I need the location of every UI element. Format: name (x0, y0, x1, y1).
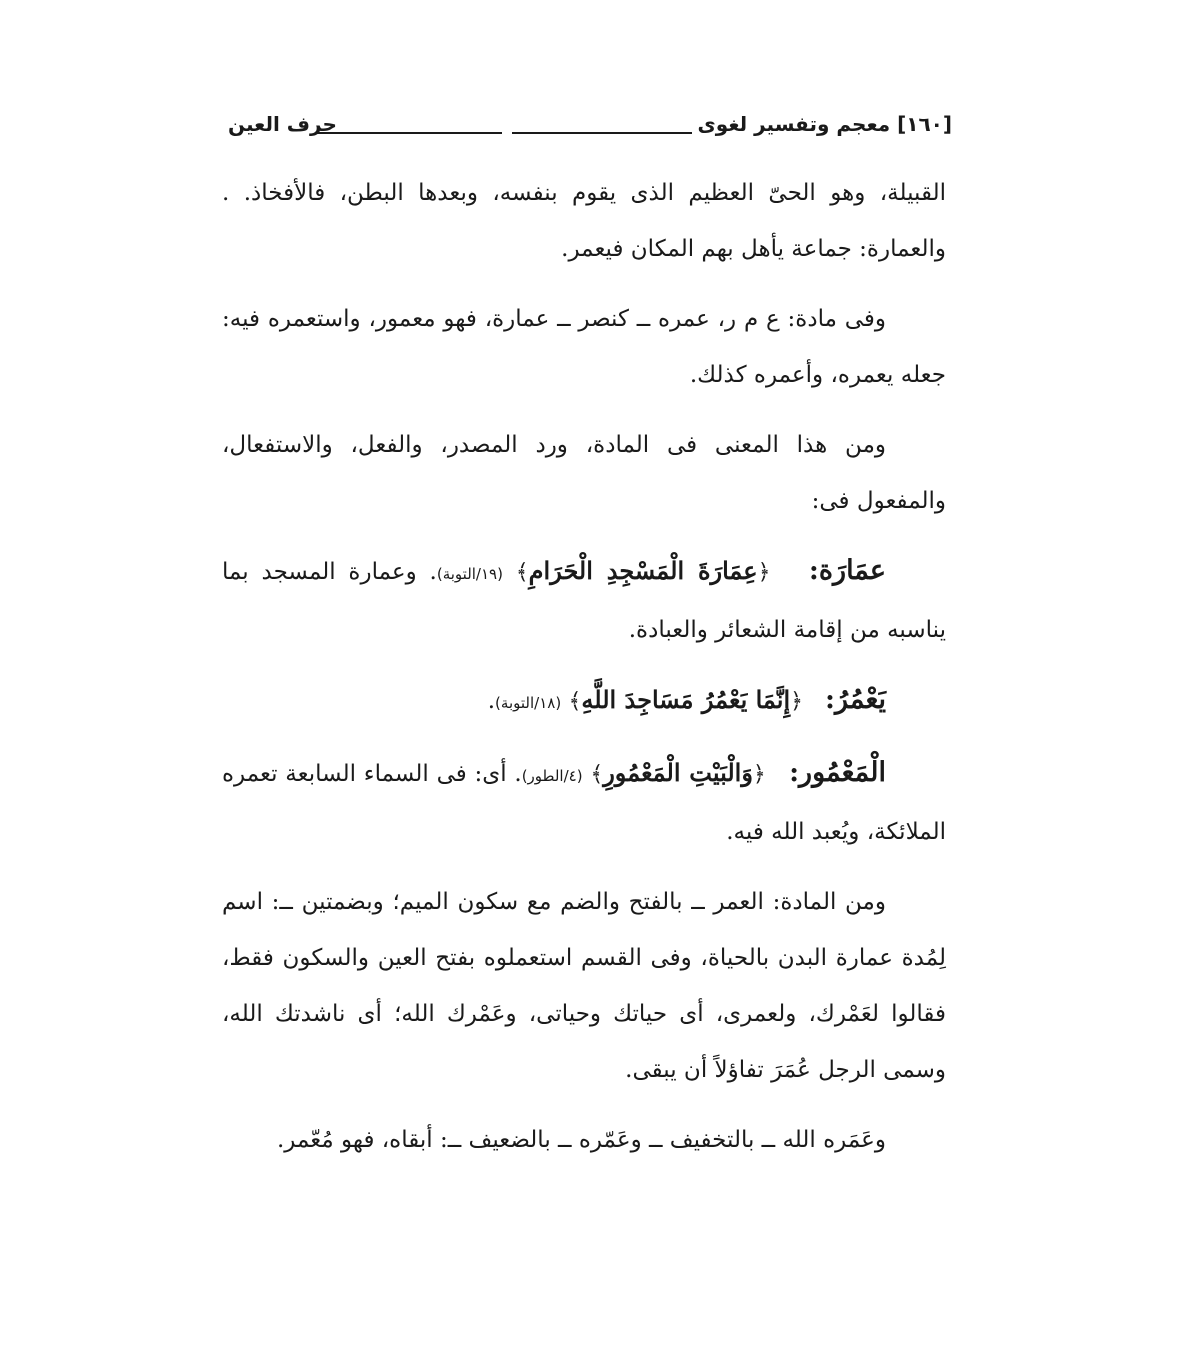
quran-verse: وَالْبَيْتِ الْمَعْمُورِ (603, 758, 753, 787)
entry-term: عمَارَة: (808, 555, 887, 586)
entry-imara (222, 543, 946, 658)
verse-close-bracket: ﴾ (568, 689, 582, 714)
page-number: [١٦٠] (897, 112, 952, 136)
header-title (697, 112, 952, 136)
paragraph: ومن هذا المعنى فى المادة، ورد المصدر، والفعل، والاستفعال، والمفعول فى: (222, 432, 946, 514)
header-rule (317, 132, 502, 134)
verse-open-bracket: ﴿ (790, 689, 804, 714)
verse-reference: (٤/الطور) (521, 767, 583, 785)
book-title: معجم وتفسير لغوى (697, 112, 891, 136)
paragraph: القبيلة، وهو الحىّ العظيم الذى يقوم بنفسه، وبعدها البطن، فالأفخاذ. . والعمارة: جماعة يأهل بهم المكان فيعمر. (222, 180, 946, 262)
entry-text: . (487, 688, 496, 714)
quran-verse: إِنَّمَا يَعْمُرُ مَسَاجِدَ اللَّهِ (581, 685, 791, 714)
verse-reference: (١٩/التوبة) (436, 565, 503, 583)
entry-text: . وعمارة المسجد بما يناسبه من إقامة الشعائر والعبادة. (222, 559, 946, 643)
page-body (222, 165, 946, 1182)
quran-verse: عِمَارَةَ الْمَسْجِدِ الْحَرَامِ (528, 556, 758, 585)
page-header (228, 112, 952, 146)
entry-term: الْمَعْمُور: (789, 757, 886, 788)
verse-close-bracket: ﴾ (590, 762, 604, 787)
entry-mamur (222, 745, 946, 860)
entry-text: . أى: فى السماء السابعة تعمره الملائكة، ويُعبد الله فيه. (222, 761, 946, 845)
paragraph: وفى مادة: ع م ر، عمره ــ كنصر ــ عمارة، فهو معمور، واستعمره فيه: جعله يعمره، وأعمره كذلك. (222, 306, 946, 388)
verse-reference: (١٨/التوبة) (495, 694, 562, 712)
chapter-title: حرف العين (228, 112, 337, 136)
paragraph: وعَمَره الله ــ بالتخفيف ــ وعَمّره ــ بالضعيف ــ: أبقاه، فهو مُعّمر. (276, 1127, 886, 1153)
verse-open-bracket: ﴿ (752, 762, 766, 787)
verse-close-bracket: ﴾ (515, 560, 529, 585)
paragraph: ومن المادة: العمر ــ بالفتح والضم مع سكون الميم؛ وبضمتين ــ: اسم لِمُدة عمارة البدن بالحياة، وفى القسم استعملوه بفتح العين والسكون فقط، فقالوا لعَمْرك، ولعمرى، أى حياتك وحياتى، وعَمْرك الله؛ أى ناشدتك الله، وسمى الرجل عُمَرَ تفاؤلاً أن يبقى. (222, 889, 946, 1083)
verse-open-bracket: ﴿ (757, 560, 771, 585)
entry-term: يَعْمُرُ: (824, 684, 886, 715)
header-rule (512, 132, 692, 134)
entry-yamur (222, 672, 946, 731)
